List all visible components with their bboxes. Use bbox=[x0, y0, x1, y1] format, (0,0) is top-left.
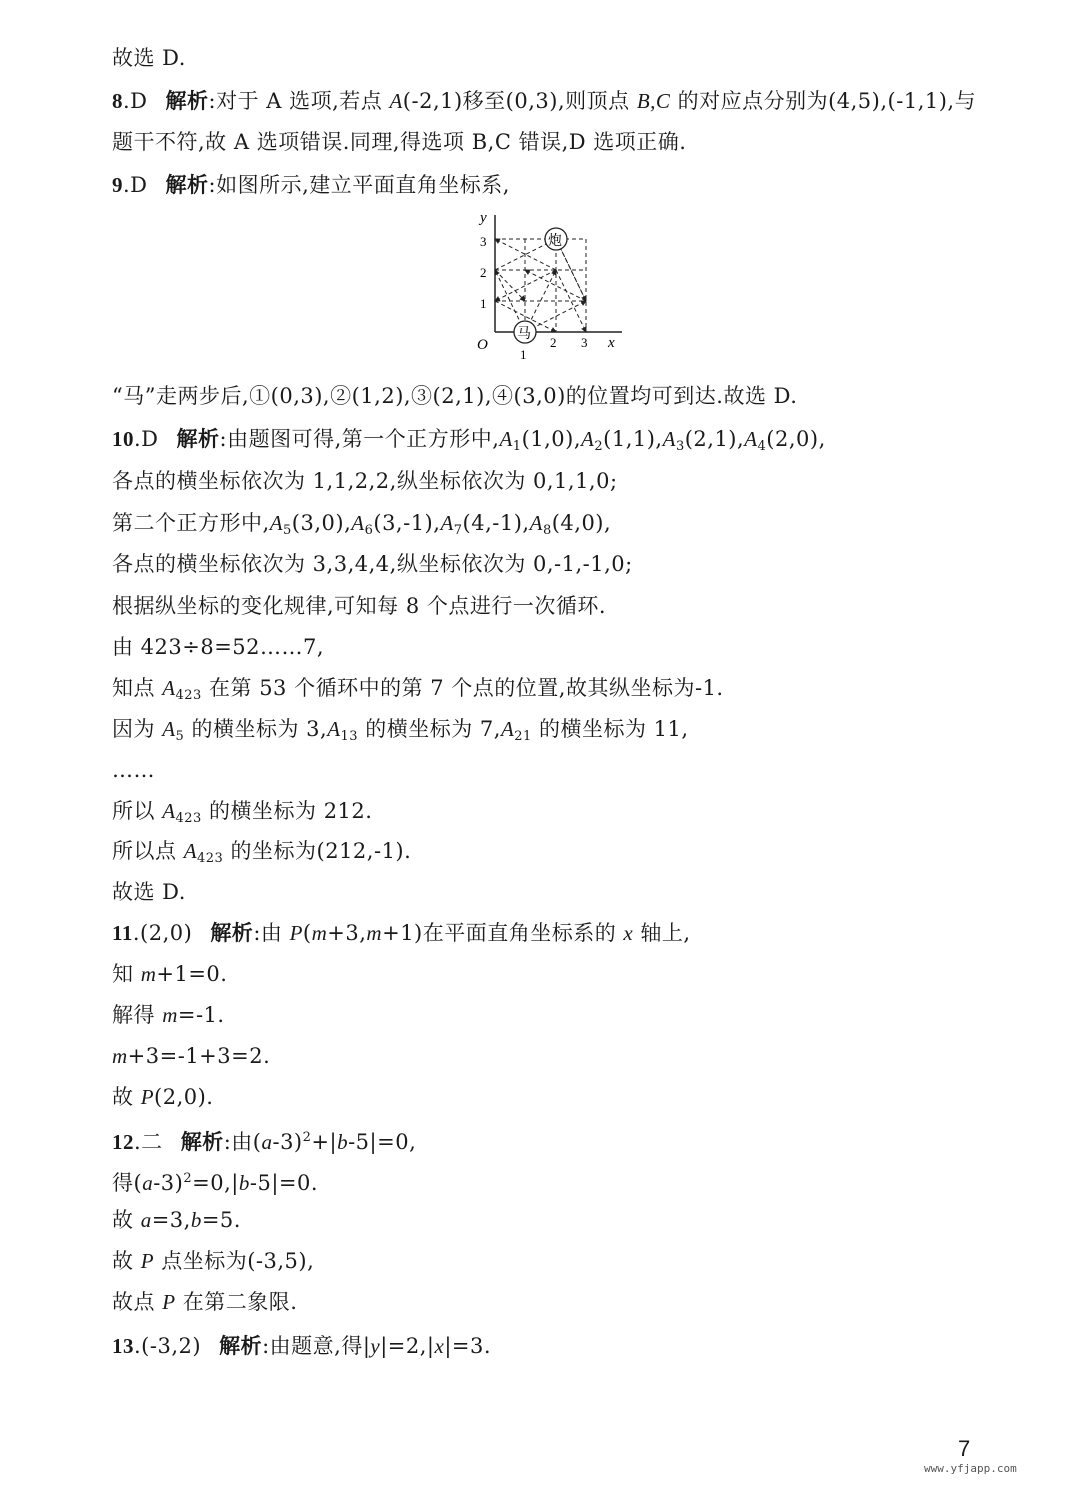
ma-label: 马 bbox=[517, 326, 531, 342]
text-line: m+3=-1+3=2. bbox=[112, 1044, 271, 1068]
dashed-grid bbox=[495, 239, 586, 332]
text-line: 题干不符,故 A 选项错误.同理,得选项 B,C 错误,D 选项正确. bbox=[112, 130, 687, 154]
text-line: 知 m+1=0. bbox=[112, 962, 228, 986]
text-line: 第二个正方形中$,A_5(3,0),A_6(3,-1),A_7(4,-1),A_8(4,0)$, bbox=[112, 511, 612, 538]
text-line: 由 423÷8=52……7, bbox=[112, 635, 325, 659]
text-line: 解得 m=-1. bbox=[112, 1003, 225, 1027]
y-tick: 2 bbox=[480, 265, 487, 280]
watermark: www.yfjapp.com bbox=[924, 1462, 1017, 1475]
text-line: 各点的横坐标依次为 1,1,2,2,纵坐标依次为 0,1,1,0; bbox=[112, 469, 618, 493]
y-axis-label: y bbox=[480, 210, 487, 226]
origin-label: O bbox=[477, 337, 488, 353]
move-paths bbox=[495, 239, 586, 332]
x-tick: 3 bbox=[581, 335, 588, 350]
x-tick: 2 bbox=[550, 335, 557, 350]
answer-13: 13.(-3,2) 解析:由题意,得|y|=2,|x|=3. bbox=[112, 1333, 492, 1358]
text-line: “马”走两步后,①(0,3),②(1,2),③(2,1),④(3,0)的位置均可到达.故选 D. bbox=[112, 384, 798, 408]
text-line: 故 a=3,b=5. bbox=[112, 1208, 241, 1232]
answer-12: 12.二 解析:由$(a-3)^2+|b-5|=0$, bbox=[112, 1129, 417, 1154]
text-line: 故点 P 在第二象限. bbox=[112, 1290, 298, 1314]
text-line: 故 P 点坐标为(-3,5), bbox=[112, 1249, 315, 1273]
text-line: 因为 $A_5$ 的横坐标为 $3,A_{13}$ 的横坐标为 $7,A_{21}$ 的横坐标为 11, bbox=[112, 717, 689, 744]
coordinate-figure bbox=[462, 207, 632, 362]
y-tick: 1 bbox=[480, 296, 487, 311]
x-tick: 1 bbox=[520, 347, 527, 362]
text-line: 故选 D. bbox=[112, 880, 186, 904]
text-line: 故 P(2,0). bbox=[112, 1085, 214, 1109]
pao-label: 炮 bbox=[548, 233, 562, 249]
x-axis-label: x bbox=[608, 335, 615, 351]
text-line: 故选 D. bbox=[112, 46, 186, 70]
page-number: 7 bbox=[958, 1436, 971, 1461]
answer-8: 8.D 解析:对于 A 选项,若点 A(-2,1)移至(0,3),则顶点 B,C 的对应点分别为(4,5),(-1,1),与 bbox=[112, 88, 977, 113]
text-line: 所以点 $A_{423}$ 的坐标为(212,-1). bbox=[112, 839, 412, 866]
y-tick: 3 bbox=[480, 234, 487, 249]
text-line: 各点的横坐标依次为 3,3,4,4,纵坐标依次为 0,-1,-1,0; bbox=[112, 552, 633, 576]
answer-10: 10.D 解析:由题图可得,第一个正方形中$,A_1(1,0),A_2(1,1),A_3(2,1),A_4(2,0)$, bbox=[112, 426, 826, 454]
text-line: 得$(a-3)^2=0,|b-5|=0$. bbox=[112, 1171, 319, 1195]
text-line: 根据纵坐标的变化规律,可知每 8 个点进行一次循环. bbox=[112, 594, 607, 618]
text-line: 所以 $A_{423}$ 的横坐标为 212. bbox=[112, 799, 373, 826]
text-line: 知点 $A_{423}$ 在第 53 个循环中的第 7 个点的位置,故其纵坐标为-1. bbox=[112, 676, 724, 703]
text-line: …… bbox=[112, 758, 155, 782]
answer-9: 9.D 解析:如图所示,建立平面直角坐标系, bbox=[112, 172, 510, 197]
answer-11: 11.(2,0) 解析:由 P(m+3,m+1)在平面直角坐标系的 x 轴上, bbox=[112, 920, 691, 945]
